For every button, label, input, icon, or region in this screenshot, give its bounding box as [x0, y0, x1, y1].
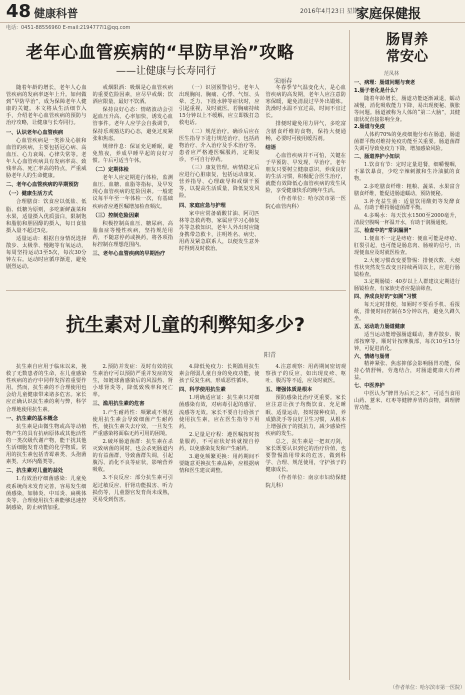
paragraph: 1.便血不一定是痔疮：便血可能是痔疮、肛裂引起，也可能是肠息肉、肠癌的信号，出现便血应及时就医检查。: [354, 236, 460, 256]
paragraph: 抗生素自应用于临床以来，挽救了无数患者的生命，在儿童感染性疾病的治疗中同样发挥着重要作用。然而，抗生素的不合理使用也会给儿童健康带来诸多危害。家长应正确认识抗生素的利与弊，科学合理地使用抗生素。: [6, 364, 87, 413]
paragraph: 3.定期肠镜：40岁以上人群建议定期进行肠镜检查，有家族史者应提前筛查。: [354, 279, 460, 293]
subheading: 三、老年心血管疾病的早期治疗: [92, 251, 166, 258]
subheading: 一、抗生素的基本概念: [6, 415, 58, 422]
paragraph: 2.大便习惯改变要警惕：排便次数、大便性状突然发生改变且持续两周以上，应进行肠镜检查。: [354, 257, 460, 278]
paragraph: 适量运动：根据自身情况选择散步、太极拳、慢跑等有氧运动，每周坚持运动3至5次，每次30分钟左右。运动时应循序渐进，避免剧烈运动。: [6, 235, 87, 271]
sidebar-footer: （作者单位：哈尔滨市第一医院）: [390, 685, 465, 691]
subheading: 一、认识老年心血管疾病: [6, 129, 64, 136]
paragraph: 人体约70%的免疫细胞分布在肠道，肠道菌群平衡对维持免疫功能至关重要。肠道菌群失调可导致免疫力下降，增加感染风险。: [354, 132, 460, 153]
body-column: [266, 364, 347, 674]
subheading: 三、检查中的“常识漏洞”: [354, 228, 412, 235]
paragraph: （作者单位：哈尔滨市第一医院心血管内科）: [265, 196, 346, 210]
paragraph: 2.足量足疗程：遵医嘱按时按量服药，不可症状好转就擅自停药，以免感染复发和产生耐药。: [179, 431, 260, 453]
paragraph: 戒烟限酒：吸烟是心血管疾病的重要危险因素，应尽早戒烟；饮酒应限量，最好不饮酒。: [92, 85, 173, 106]
paragraph: 合理膳食：饮食应以低盐、低脂、低糖为原则，多吃新鲜蔬菜和水果，适量摄入优质蛋白，限制饱和脂肪和胆固醇的摄入，每日食盐摄入量不超过5克。: [6, 199, 87, 234]
subheading: 结语: [265, 144, 276, 151]
article-author: 阳青: [264, 352, 277, 359]
subheading: 二、肠道养护小知识: [354, 154, 400, 161]
sidebar-title-line: 肠胃养: [386, 32, 428, 48]
paragraph: 4.降低免疫力：长期滥用抗生素会削弱儿童自身的免疫功能，使孩子反复生病，形成恶性循环。: [179, 364, 260, 385]
paragraph: 积极控制高血压、糖尿病、高脂血症等慢性疾病，坚持规范用药，不随意停药或换药，将各项指标控制在理想范围内。: [92, 220, 173, 248]
paragraph: 4.注意观察：用药期间密切观察孩子的反应，如出现皮疹、呕吐、腹泻等不适，应及时就医。: [265, 364, 346, 385]
subheading: 五、运动助力肠道健康: [354, 323, 405, 330]
paragraph: 保持良好心态：情绪波动会引起血压升高、心率加快，诱发心血管事件。老年人应学会自我调节，保持乐观豁达的心态，避免过度紧张和焦虑。: [92, 107, 173, 142]
sidebar-title: [372, 32, 442, 66]
paragraph: 家中应常备硝酸甘油、阿司匹林等急救药物，家属应学习心肺复苏等急救知识。老年人外出时应随身携带急救卡，注明姓名、病史、用药及紧急联系人，以便发生意外时得到及时救治。: [179, 210, 260, 253]
subheading: 七、中医养护: [354, 383, 385, 390]
body-column: [179, 364, 260, 674]
paragraph: 老年人应定期进行体检，监测血压、血糖、血脂等指标，及早发现心血管疾病的危险因素。一般建议每半年至一年体检一次，有基础疾病者应遵医嘱增加检查频次。: [92, 175, 173, 210]
paragraph: 冬春季节气温变化大，是心血管疾病的高发期，老年人应注意防寒保暖，避免清晨过早外出锻炼。洗澡时水温不宜过高，时间不宜过长。: [265, 85, 346, 120]
paragraph: 1.产生耐药性：频繁或不规范使用抗生素会导致细菌产生耐药性，使抗生素失去疗效，一旦发生严重感染将面临无药可用的困境。: [92, 409, 173, 437]
paragraph: 1.明确适应证：抗生素只对细菌感染有效，对病毒引起的感冒、流感等无效。家长不要自行给孩子使用抗生素，应在医生指导下用药。: [179, 395, 260, 430]
subheading: （三）控制危险因素: [92, 212, 140, 219]
paragraph: 3.避免频繁更换：用药期间不要随意更换抗生素品种，应根据病情和医生建议调整。: [179, 454, 260, 475]
article-subtitle: ——让健康与长寿同行: [116, 66, 216, 77]
paragraph: 1.有效治疗细菌感染：儿童免疫系统尚未发育完善，容易发生细菌感染，如肺炎、中耳炎、扁桃体炎等。合理使用抗生素能够迅速控制感染，防止病情加重。: [6, 476, 87, 511]
subheading: 四、养成良好的“如厕”习惯: [354, 294, 417, 301]
article-title: 老年心血管疾病的“早防早治”攻略: [26, 43, 295, 63]
paragraph: 心血管疾病是一类涉及心脏和血管的疾病，主要包括冠心病、高血压、心力衰竭、心律失常等。老年人心血管疾病具有发病率高、致残率高、死亡率高的特点，严重威胁老年人的生命健康。: [6, 137, 87, 180]
paragraph: 中医认为“脾胃为后天之本”，可适当食用山药、薏米、红枣等健脾养胃的食物，调理脾胃功能。: [354, 391, 460, 411]
paragraph: 3.补充益生菌：适量饮用酸奶等发酵食品，有助于维持肠道菌群平衡。: [354, 198, 460, 212]
paragraph: 2.预防并发症：及时有效的抗生素治疗可以预防严重并发症的发生，如链球菌感染后的风湿热、肾小球肾炎等，降低致残率和死亡率。: [92, 364, 173, 399]
subheading: 2.肠道与免疫: [354, 124, 385, 131]
paragraph: （二）规范治疗。确诊后应在医生指导下进行规范治疗，包括药物治疗、介入治疗及手术治疗等。患者应严格遵医嘱服药，定期复诊，不可自行停药。: [179, 128, 260, 163]
paragraph: 每天定时排便，如厕时不要看手机、看报纸，排便时间控制在5分钟以内，避免久蹲久坐。: [354, 302, 460, 322]
subheading: 1.肠子老化是什么？: [354, 87, 401, 94]
paragraph: 总之，抗生素是一把双刃剑，家长既要认识到它的治疗价值，也要警惕滥用带来的危害，做到科学、合理、规范使用，守护孩子的健康成长。: [265, 438, 346, 474]
subheading: 四、家庭应急与护理: [179, 202, 226, 209]
paragraph: 随着年龄增长，肠道功能逐渐减退，蠕动减慢，消化吸收能力下降，易出现便秘、腹胀等问题。肠道被称为人体的“第二大脑”，其健康状况直接影响全身。: [354, 95, 460, 123]
body-column: [6, 85, 87, 285]
body-column: [93, 364, 174, 674]
paragraph: 2.破坏肠道菌群：抗生素在杀灭致病菌的同时，也会杀死肠道内的有益菌群，导致菌群失调，引起腹泻、消化不良等症状，影响营养吸收。: [92, 438, 173, 474]
subheading: 六、情绪与肠胃: [354, 353, 390, 360]
subheading: （二）定期体检: [92, 167, 129, 174]
paragraph: 排便时避免用力屏气，多吃富含膳食纤维的食物，保持大便通畅，必要时可使用缓泻剂。: [265, 121, 346, 142]
paragraph: 适当运动能增强肠道蠕动，推荐散步、腹部按摩等。顺时针按摩腹部，每次10至15分钟，可促进消化。: [354, 331, 460, 352]
body-column: [6, 364, 87, 674]
contact-line: 电话：0451-88556960 E-mail:2194777l1@qq.com: [6, 25, 131, 31]
article-body: [6, 85, 346, 285]
paragraph: 预防感染比治疗更重要。家长应注意让孩子均衡饮食、充足睡眠、适量运动，按时接种疫苗，养成勤洗手等良好卫生习惯，从根本上增强孩子的抵抗力，减少感染性疾病的发生。: [265, 395, 346, 437]
section-divider: [6, 290, 346, 291]
body-column: [266, 85, 347, 285]
paragraph: 规律作息：保证充足睡眠，避免熬夜，养成早睡早起的良好习惯。午后可适当午休。: [92, 143, 173, 164]
sidebar-article-gut-health: [354, 30, 460, 680]
paragraph: （一）识别预警信号。老年人出现胸闷、胸痛、心悸、气短、头晕、乏力、下肢水肿等症状时，应引起重视，及时就医。若胸痛持续15分钟以上不缓解，应立即拨打急救电话。: [179, 85, 260, 127]
sidebar-body: [354, 80, 460, 680]
paragraph: 3.不良反应：部分抗生素可引起过敏反应、肝肾功能损害、听力损伤等，儿童器官发育尚未成熟，更易受到伤害。: [92, 475, 173, 503]
article-author: 宋丽春: [274, 78, 293, 85]
article-title: 抗生素对儿童的利弊知多少?: [66, 314, 306, 336]
paragraph: 精神紧张、焦虑抑郁会影响肠胃功能，保持心情舒畅，劳逸结合，对肠道健康大有裨益。: [354, 361, 460, 382]
issue-date: 2016年4月23日 星期五: [300, 8, 365, 15]
subheading: 二、抗生素对儿童的益处: [6, 468, 64, 475]
article-body: [6, 364, 346, 674]
paragraph: 2.多吃膳食纤维：粗粮、蔬菜、水果富含膳食纤维，能促进肠道蠕动，预防便秘。: [354, 183, 460, 197]
subheading: 四、科学使用抗生素: [179, 387, 226, 394]
paragraph: 4.多喝水：每天饮水1500至2000毫升，清晨空腹喝一杯温开水，有助于润肠通便。: [354, 213, 460, 227]
paragraph: （作者单位：南京市妇幼保健院儿科）: [265, 475, 346, 489]
paragraph: （三）康复管理。病情稳定后应进行心脏康复，包括运动康复、营养指导、心理疏导和戒烟干预等，以提高生活质量，降低复发风险。: [179, 165, 260, 200]
page-number: 48: [6, 1, 32, 22]
body-column: [179, 85, 260, 285]
subheading: 一、病理：肠道问题与衰老: [354, 80, 416, 86]
subheading: 五、增强体质是根本: [265, 387, 313, 394]
paragraph: 1.饮食有节：定时定量进餐，细嚼慢咽，不暴饮暴食，少吃辛辣刺激和生冷油腻的食物。: [354, 161, 460, 182]
paper-name: 健康科普: [34, 7, 78, 20]
sidebar-title-line: 常安心: [386, 49, 428, 65]
column-divider: [349, 30, 350, 680]
paragraph: 抗生素是由微生物或高等动植物产生的具有抗病原体或其他活性的一类次级代谢产物，能干扰其他生活细胞发育功能的化学物质。常用的抗生素包括青霉素类、头孢菌素类、大环内酯类等。: [6, 423, 87, 466]
article-antibiotics: [6, 296, 346, 676]
paragraph: 随着年龄的增长，老年人心血管疾病的发病率逐年上升。如何做到“早防早治”，成为保障老年人健康的关键。本文将从生活细节入手，介绍老年心血管疾病的预防与治疗攻略，让健康与长寿同行。: [6, 85, 87, 127]
subheading: 三、滥用抗生素的危害: [92, 401, 145, 408]
subheading: 二、老年心血管疾病的早期预防: [6, 182, 79, 189]
sidebar-author: 范凤林: [384, 71, 400, 77]
body-column: [93, 85, 174, 285]
masthead: [0, 0, 465, 23]
subheading: （一）健康生活方式: [6, 191, 53, 198]
article-cardiovascular: [6, 30, 346, 285]
section-name: 家庭保健报: [356, 7, 422, 22]
paragraph: 心血管疾病并不可怕，关键在于早预防、早发现、早治疗。老年朋友只要树立健康意识，养成良好的生活习惯，积极配合医生治疗，就能有效降低心血管疾病的发生风险，享受健康快乐的晚年生活。: [265, 152, 346, 195]
